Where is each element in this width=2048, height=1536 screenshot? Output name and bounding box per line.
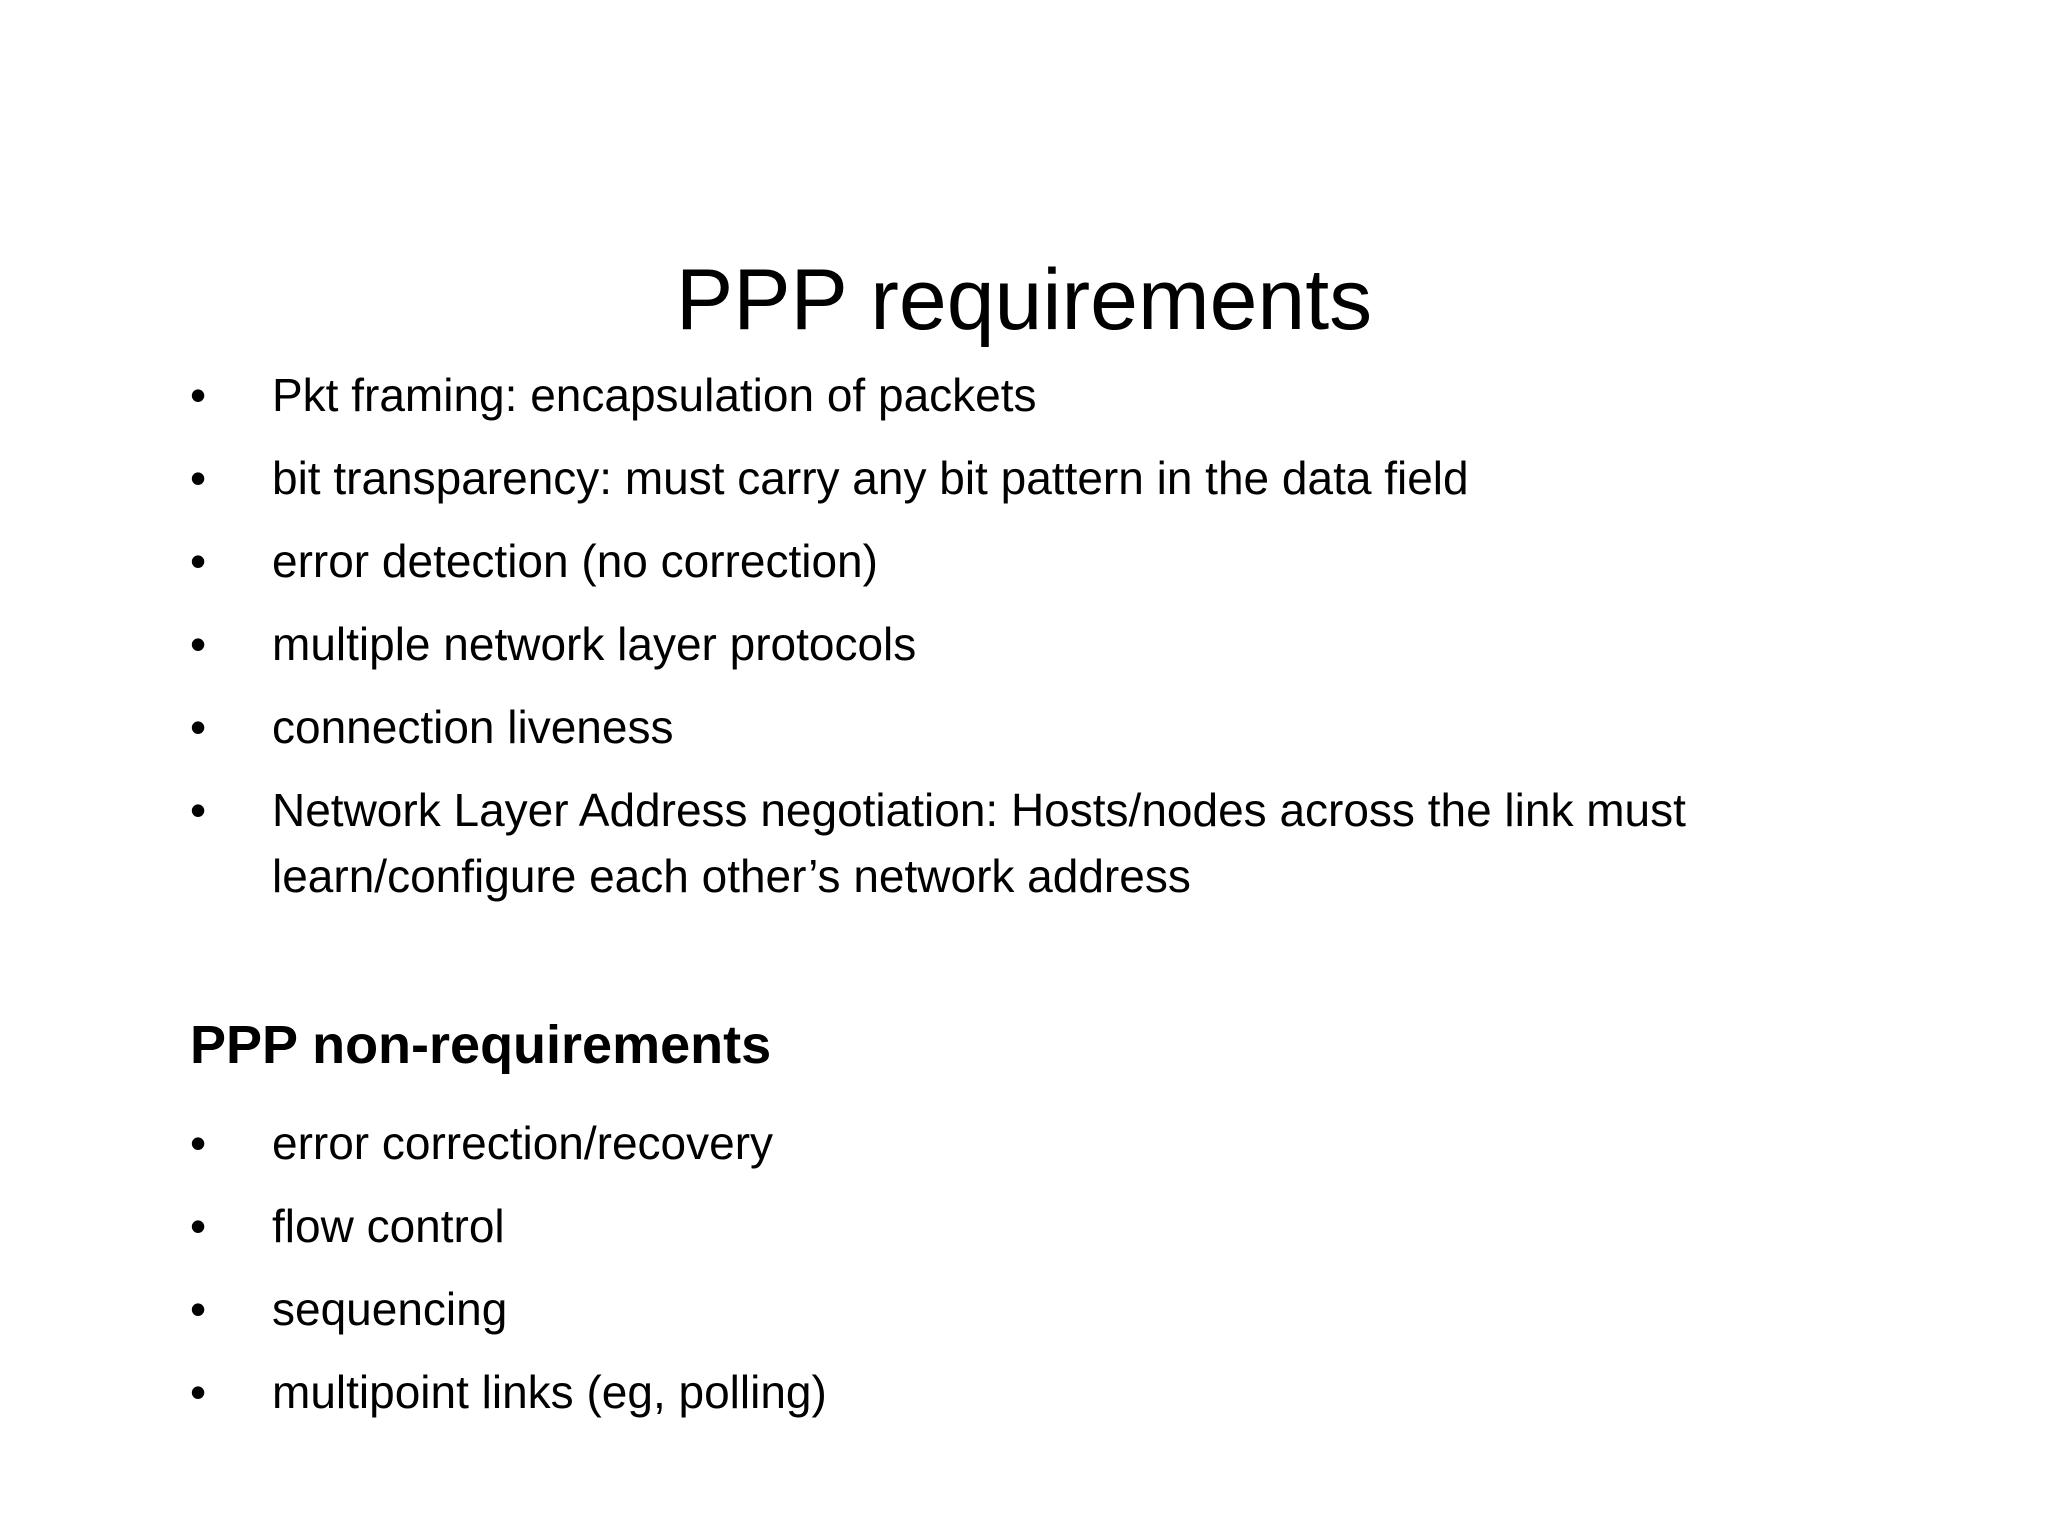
list-item-text: multipoint links (eg, polling)	[272, 1366, 827, 1418]
list-item	[190, 1110, 1910, 1176]
list-item	[190, 694, 1910, 760]
bullet-icon: •	[190, 452, 207, 504]
bullet-icon: •	[190, 701, 207, 753]
list-item	[190, 777, 1910, 909]
list-item-text: error correction/recovery	[272, 1117, 774, 1169]
bullet-icon: •	[190, 1283, 207, 1335]
list-item-text: flow control	[272, 1200, 505, 1252]
list-item-text: bit transparency: must carry any bit pattern in the data field	[272, 452, 1469, 504]
list-item-text: connection liveness	[272, 701, 674, 753]
bullet-icon: •	[190, 618, 207, 670]
list-item-text: error detection (no correction)	[272, 535, 878, 587]
bullet-icon: •	[190, 1200, 207, 1252]
non-requirements-list	[190, 1110, 1910, 1442]
list-item-text: Pkt framing: encapsulation of packets	[272, 369, 1037, 421]
list-item	[190, 1359, 1910, 1425]
bullet-icon: •	[190, 1366, 207, 1418]
non-requirements-heading: PPP non-requirements	[190, 1015, 772, 1075]
list-item-text: sequencing	[272, 1283, 508, 1335]
list-item	[190, 445, 1910, 511]
list-item-text: multiple network layer protocols	[272, 618, 917, 670]
list-item-text: Network Layer Address negotiation: Hosts/nodes across the link must learn/configure each other’s network address	[272, 784, 1686, 902]
list-item	[190, 611, 1910, 677]
bullet-icon: •	[190, 369, 207, 421]
bullet-icon: •	[190, 1117, 207, 1169]
list-item	[190, 1276, 1910, 1342]
list-item	[190, 362, 1910, 428]
bullet-icon: •	[190, 535, 207, 587]
bullet-icon: •	[190, 784, 207, 836]
list-item	[190, 1193, 1910, 1259]
requirements-list	[190, 362, 1910, 926]
slide-title: PPP requirements	[675, 252, 1373, 348]
list-item	[190, 528, 1910, 594]
